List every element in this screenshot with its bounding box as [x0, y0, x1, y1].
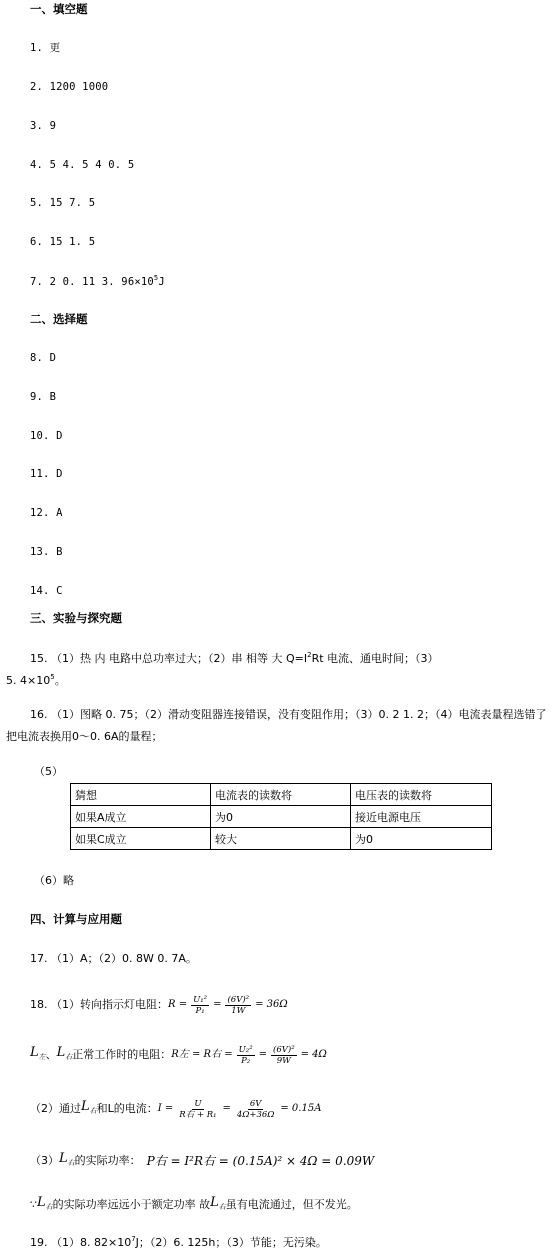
eq3-lhs: I = — [157, 1103, 174, 1114]
table-header-row — [71, 784, 492, 806]
because-symbol: ∵ — [30, 1198, 37, 1211]
symbol-L-right: $L_右$ — [210, 1195, 226, 1211]
answer-q18-conclusion — [30, 1195, 358, 1215]
equation-resistance-lamps: R左 = R右 = $\frac{\text{U₂²}}{\text{P₂}}$ = $\frac{\text{(6V)²}}{9W}$ = 4Ω — [171, 1044, 327, 1066]
answer-q7 — [30, 275, 165, 289]
eq1-frac1-den: P₁ — [195, 1005, 205, 1016]
answer-q18-part2 — [30, 1094, 321, 1124]
table-header-cell: 电压表的读数将 — [351, 784, 492, 806]
table-cell: 如果A成立 — [71, 806, 211, 828]
table-cell: 为0 — [211, 806, 351, 828]
answer-q18-part1 — [30, 990, 288, 1020]
symbol-L-left: $L_左$ — [30, 1045, 46, 1061]
equation-current: I = $\frac{U}{\text{R右 + R₁}}$ = $\frac{6V}{4\Omega+36\Omega}$ = 0.15A — [157, 1098, 322, 1120]
eq2-frac2-den: 9W — [276, 1055, 291, 1066]
eq3-frac2-num: 6V — [249, 1098, 262, 1109]
answer-q18-part2-pre: （2）通过 — [30, 1102, 81, 1115]
eq2-lhs: R左 = R右 = — [171, 1049, 233, 1060]
answer-q7-exponent: 5 — [153, 274, 159, 282]
answer-q5: 5. 15 7. 5 — [30, 197, 96, 209]
answer-q15-exponent2: 5 — [50, 673, 55, 681]
answer-q10: 10. D — [30, 430, 63, 442]
answer-q15-part3: 5. 4×10 — [6, 674, 51, 687]
answer-q6: 6. 15 1. 5 — [30, 236, 96, 248]
section-title-experiment: 三、实验与探究题 — [30, 611, 122, 625]
conclusion-text-b: 虽有电流通过，但不发光。 — [225, 1198, 358, 1211]
eq3-frac1-den: R右 + R₁ — [179, 1109, 217, 1120]
answer-q16-6: （6）略 — [34, 874, 74, 887]
table-cell: 为0 — [351, 828, 492, 850]
section-title-choice: 二、选择题 — [30, 312, 88, 326]
answer-q16-5-label: （5） — [34, 765, 63, 778]
answer-q4: 4. 5 4. 5 4 0. 5 — [30, 159, 135, 171]
equation-power: P右 = I²R右 = (0.15A)² × 4Ω = 0.09W — [146, 1154, 375, 1168]
symbol-L-right: $L_右$ — [59, 1151, 75, 1167]
eq1-result: = 36Ω — [255, 999, 288, 1010]
answer-q18-part3-pre: （3） — [30, 1154, 59, 1167]
answer-q18-line2-text: 正常工作时的电阻： — [72, 1048, 172, 1061]
table-header-cell: 电流表的读数将 — [211, 784, 351, 806]
conclusion-text-a: 的实际功率远远小于额定功率 故 — [52, 1198, 211, 1211]
answer-q18-line2: $L_左$ 、 $L_右$ 正常工作时的电阻： R左 = R右 = $\frac{\text{U₂²}}{\text{P₂}}$ = $\frac{\text{(6V)²}}{9W}$ = 4Ω — [30, 1044, 327, 1066]
eq3-result: = 0.15A — [280, 1103, 322, 1114]
eq2-frac2-num: (6V)² — [273, 1044, 295, 1055]
table-cell: 如果C成立 — [71, 828, 211, 850]
answer-q17: 17. （1）A；（2）0. 8W 0. 7A。 — [30, 952, 197, 965]
answer-q3: 3. 9 — [30, 120, 57, 132]
symbol-L-right: $L_右$ — [81, 1099, 97, 1115]
table-cell: 接近电源电压 — [351, 806, 492, 828]
answer-table — [70, 783, 492, 850]
answer-q2: 2. 1200 1000 — [30, 81, 109, 93]
answer-q19 — [30, 1236, 327, 1250]
answer-q9: 9. B — [30, 391, 57, 403]
answer-q18-part2-text: 和L的电流： — [96, 1102, 158, 1115]
eq2-result: = 4Ω — [300, 1049, 327, 1060]
eq3-frac2-den: 4Ω+36Ω — [236, 1109, 275, 1120]
answer-q7-unit: J — [158, 276, 165, 288]
eq1-frac2-den: 1W — [231, 1005, 246, 1016]
table-header-cell: 猜想 — [71, 784, 211, 806]
eq2-frac1-den: P₂ — [241, 1055, 251, 1066]
answer-q13: 13. B — [30, 546, 63, 558]
eq1-lhs: R = — [168, 999, 188, 1010]
answer-q1: 1. 更 — [30, 42, 61, 54]
answer-q15 — [6, 648, 554, 692]
answer-q12: 12. A — [30, 507, 63, 519]
answer-q16 — [6, 704, 554, 748]
answer-q18-part3 — [30, 1150, 374, 1172]
answer-q19-part1: 19. （1）8. 82×10 — [30, 1236, 132, 1249]
section-title-calculation: 四、计算与应用题 — [30, 912, 122, 926]
answer-q15-exponent: 2 — [307, 651, 312, 659]
equation-resistance-indicator: R = $\frac{\text{U₁²}}{\text{P₁}}$ = $\frac{\text{(6V)²}}{1W}$ = 36Ω — [168, 994, 288, 1016]
section-title-fill-in: 一、填空题 — [30, 2, 88, 16]
eq1-frac2-num: (6V)² — [227, 994, 250, 1005]
eq1-frac1-num: U₁² — [193, 994, 208, 1005]
answer-q19-part2: J；（2）6. 125h；（3）节能；无污染。 — [135, 1236, 327, 1249]
answer-q16-text: 16. （1）图略 0. 75；（2）滑动变阻器连接错误，没有变阻作用；（3）0. 2 1. 2；（4）电流表量程选错了 把电流表换用0～0. 6A的量程； — [6, 708, 547, 743]
answer-q8: 8. D — [30, 352, 57, 364]
answer-q14: 14. C — [30, 585, 63, 597]
eq3-frac1-num: U — [194, 1098, 202, 1109]
table-cell: 较大 — [211, 828, 351, 850]
table-row — [71, 806, 492, 828]
answer-q15-part2: Rt 电流、通电时间；（3） — [311, 652, 439, 665]
answer-q15-end: 。 — [54, 674, 66, 687]
symbol-L-right: $L_右$ — [37, 1195, 53, 1211]
symbol-L-right: $L_右$ — [56, 1045, 73, 1061]
answer-q7-text: 7. 2 0. 11 3. 96×10 — [30, 276, 154, 288]
answer-q11: 11. D — [30, 468, 63, 480]
answer-q18-part3-text: 的实际功率： — [74, 1154, 141, 1167]
answer-q15-part1: 15. （1）热 内 电路中总功率过大；（2）串 相等 大 Q=I — [30, 652, 308, 665]
table-row — [71, 828, 492, 850]
answer-q18-label: 18. （1）转向指示灯电阻： — [30, 998, 168, 1011]
answer-q19-exponent: 7 — [131, 1235, 136, 1243]
eq2-frac1-num: U₂² — [238, 1044, 253, 1055]
